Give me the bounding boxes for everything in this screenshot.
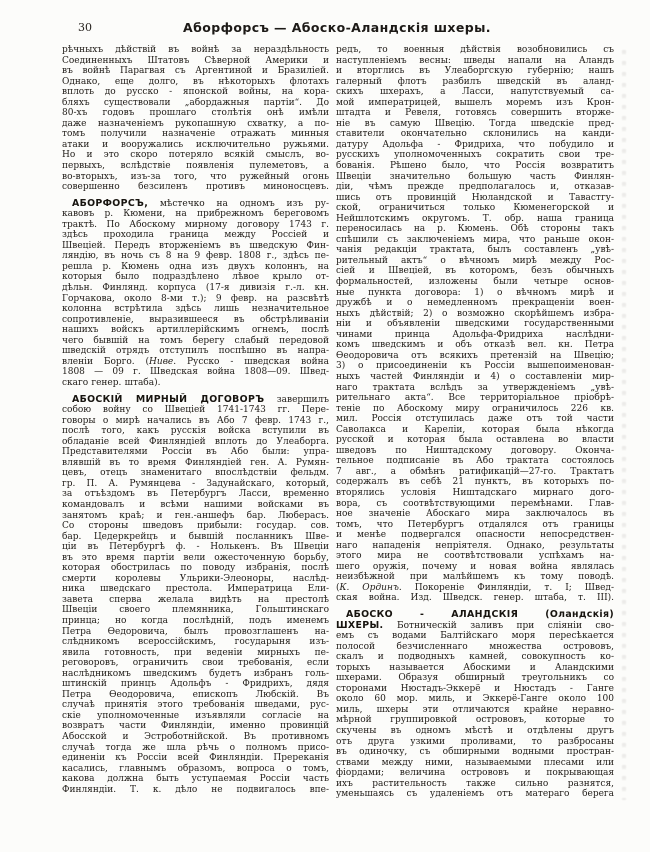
- text-line: здѣсь проходила граница между Россіей и: [62, 230, 329, 241]
- paragraph: [62, 199, 329, 389]
- text-line: комъ шведскимъ и объ отказѣ вел. кн. Петра: [336, 340, 614, 351]
- text-line: ніи и объявленіи шведскими государственными: [336, 319, 614, 330]
- text-line: дѣльн. Финлянд. корпуса (17-я дивизія г.-л. кн.: [62, 283, 329, 294]
- text-line: ныхъ дѣйствій; 2) о возможно скорѣйшемъ избра-: [336, 308, 614, 319]
- text-line: ные пункта договора: 1) о вѣчномъ мирѣ и: [336, 287, 614, 298]
- text-line: ныхъ частей Финляндіи и 4) о составленіи мир-: [336, 371, 614, 382]
- text-line: Горчакова, около 8-ми т.); 9 февр. на разсвѣтѣ: [62, 293, 329, 304]
- text-line: дружбѣ и о немедленномъ прекращеніи воен-: [336, 298, 614, 309]
- text-line: ской, ограничиться только Кюменегорской и: [336, 203, 614, 214]
- paragraph: [336, 610, 614, 800]
- text-line: томъ, что Петербургъ отдалялся отъ границы: [336, 519, 614, 530]
- text-line: тельное подписаніе въ Або трактата состоялось: [336, 456, 614, 467]
- text-line: наго нападенія непріятеля. Однако, результаты: [336, 540, 614, 551]
- text-line: вленіи Борго. (Ниве. Русско - шведская война: [62, 356, 329, 367]
- text-line: бованія. Рѣшено было, что Россія возвратитъ: [336, 161, 614, 172]
- text-line: около 60 мор. миль, и Эккерё-Ганге около 100: [336, 694, 614, 705]
- text-line: спѣшили съ заключеніемъ мира, что раньше окон-: [336, 234, 614, 245]
- text-line: мой императрицей, вышелъ моремъ изъ Крон-: [336, 97, 614, 108]
- text-columns: [62, 45, 614, 800]
- text-line: скихъ шхерахъ, а Ласси, напутствуемый са-: [336, 87, 614, 98]
- text-line: миль, шхеры эти отличаются крайне неравно-: [336, 704, 614, 715]
- text-line: въ одиночку, съ обширными водными простран-: [336, 747, 614, 758]
- text-line: неизбѣжной при малѣйшемъ къ тому поводѣ.: [336, 572, 614, 583]
- text-line: въ это время партіи вели ожесточенную борьбу,: [62, 552, 329, 563]
- text-line: скіе уполномоченные изъявляли согласіе на: [62, 710, 329, 721]
- column-left: [62, 45, 329, 800]
- text-line: Со стороны шведовъ прибыли: государ. сов.: [62, 521, 329, 532]
- text-line: Петра Ѳедоровича, былъ провозглашенъ на-: [62, 626, 329, 637]
- text-line: діи, чѣмъ прежде предполагалось и, отказав-: [336, 182, 614, 193]
- text-line: АБОРФОРСЪ, мѣстечко на одномъ изъ ру-: [72, 197, 329, 209]
- text-line: занятомъ краѣ; и ген.-аншефъ бар. Люберасъ.: [62, 510, 329, 521]
- entry-headword: АБОРФОРСЪ,: [72, 197, 149, 209]
- text-line: уменьшаясь съ удаленіемъ отъ матераго берега: [336, 789, 614, 800]
- text-line: Однако, еще долго, въ нѣкоторыхъ флотахъ: [62, 76, 329, 87]
- text-line: наступленіемъ весны: шведы напали на Аландъ: [336, 55, 614, 66]
- text-line: скучены въ одномъ мѣстѣ и отдѣлены другъ: [336, 726, 614, 736]
- text-line: рительный актъ“ о вѣчномъ мирѣ между Рос-: [336, 255, 614, 266]
- text-line: шись отъ провинцій Нюландской и Тавастгу-: [336, 192, 614, 203]
- text-line: касались, главнымъ образомъ, вопроса о томъ,: [62, 763, 329, 774]
- text-line: первыхъ, вслѣдствіе появленія пулеметовъ, а: [62, 161, 329, 172]
- citation-italic: Ниве.: [149, 356, 177, 367]
- text-line: реговоровъ, ограничить свои требованія, если: [62, 658, 329, 669]
- text-line: ШХЕРЫ. Ботническій заливъ при сліяніи сво-: [336, 619, 614, 631]
- text-line: полосой безчисленнаго множества острововъ,: [336, 641, 614, 652]
- text-line: Нейшлотскимъ округомъ. Т. обр. наша граница: [336, 213, 614, 224]
- text-line: сторонами Нюстадъ-Эккерё и Нюстадъ - Ганге: [336, 683, 614, 694]
- text-line: завета сперва желала видѣть на престолѣ: [62, 594, 329, 605]
- text-line: Швеціи своего племянника, Гольштинскаго: [62, 605, 329, 616]
- text-line: собою войну со Швеціей 1741-1743 гг. Пере-: [62, 405, 329, 416]
- text-line: шего оружія, почему и новая война являлась: [336, 561, 614, 572]
- text-line: шхерами. Образуя обширный треугольникъ со: [336, 673, 614, 684]
- text-line: 3) о присоединеніи къ Россіи вышепоименован-: [336, 361, 614, 372]
- text-line: сопротивленіе, выразившееся въ обстрѣливаніи: [62, 314, 329, 325]
- text-line: Ѳеодоровича отъ всякихъ претензій на Швецію;: [336, 350, 614, 361]
- text-line: ное значеніе Абоскаго мира заключалось въ: [336, 509, 614, 520]
- text-line: скаго генер. штаба).: [62, 377, 161, 388]
- text-line: сіей и Швеціей, въ которомъ, безъ обычныхъ: [336, 266, 614, 277]
- text-line: решла р. Кюмень одна изъ двухъ колоннъ, на: [62, 261, 329, 272]
- paragraph: [336, 45, 614, 604]
- text-line: командовалъ и всѣми нашими войсками въ: [62, 499, 329, 510]
- text-line: слѣдникомъ всероссійскимъ, государыня изъ-: [62, 637, 329, 648]
- entry-headword: АБОСКІЙ МИРНЫЙ ДОГОВОРЪ: [72, 393, 265, 405]
- scan-edge-artifact: [622, 50, 626, 800]
- column-right: [336, 45, 614, 800]
- text-line: мил. Россія отступилась даже отъ той части: [336, 414, 614, 425]
- text-line: галерный флотъ разбилъ шведскій въ аланд-: [336, 76, 614, 87]
- text-line: вора, съ соотвѣтствующими перемѣнами. Глав-: [336, 498, 614, 509]
- text-line: отъ друга узкими проливами, то разбросаны: [336, 736, 614, 747]
- text-line: ставители окончательно склонились на канди-: [336, 129, 614, 140]
- text-line: рительнаго акта“. Все территоріальное пріобрѣ-: [336, 393, 614, 404]
- text-line: послѣ того, какъ русскія войска вступили въ: [62, 426, 329, 437]
- text-line: теніе по Абоскому миру ограничилось 226 кв.: [336, 403, 614, 414]
- text-line: мѣрной группировкой острововъ, которые то: [336, 715, 614, 726]
- text-line: за отъѣздомъ въ Петербургъ Ласси, временно: [62, 489, 329, 500]
- text-line: и вторглись въ Улеаборгскую губернію; нашъ: [336, 66, 614, 77]
- entry-headword: ШХЕРЫ.: [336, 619, 384, 631]
- text-line: 1808 — 09 г. Шведская война 1808—09. Швед-: [62, 367, 329, 378]
- text-line: говоры о мирѣ начались въ Або 7 февр. 1743 г.,: [62, 415, 329, 426]
- text-line: ціи въ Петербургѣ ф. - Нолькенъ. Въ Швеціи: [62, 542, 329, 553]
- text-line: АБОСКІЙ МИРНЫЙ ДОГОВОРЪ завершилъ: [72, 393, 329, 405]
- text-line: русскихъ уполномоченныхъ сократить свои тре-: [336, 150, 614, 161]
- text-line: Швеціей. Передъ вторженіемъ въ шведскую Фин-: [62, 240, 329, 251]
- text-line: томъ получили назначеніе отражать минныя: [62, 129, 329, 140]
- text-line: Финляндіи. Т. к. дѣло не подвигалось впе-: [62, 784, 329, 795]
- text-line: бляхъ существовали „абордажныя партіи“. До: [62, 97, 329, 108]
- text-line: датуру Адольфа - Фридриха, что побудило и: [336, 139, 614, 150]
- text-line: атаки и вооружались исключительно ружьями.: [62, 139, 329, 150]
- text-line: редъ, то военныя дѣйствія возобновились съ: [336, 45, 614, 55]
- text-line: ихъ растительность также сильно разнятся,: [336, 778, 614, 789]
- paragraph: [62, 395, 329, 796]
- text-line: какова должна быть уступаемая Россіи часть: [62, 774, 329, 785]
- text-line: Соединенныхъ Штатовъ Сѣверной Америки и: [62, 55, 329, 66]
- text-line: наго трактата вслѣдъ за утвержденіемъ „увѣ-: [336, 382, 614, 393]
- text-line: 7 авг., а обмѣнъ ратификацій—27-го. Трактатъ: [336, 466, 614, 477]
- text-line: возвратъ части Финляндіи, именно провинцій: [62, 721, 329, 732]
- text-line: даже назначеніемъ рукопашную схватку, а по-: [62, 118, 329, 129]
- text-line: торыхъ называется Абоскими и Аландскими: [336, 662, 614, 673]
- text-line: принца; но когда послѣдній, подъ именемъ: [62, 615, 329, 626]
- text-line: рѣчныхъ дѣйствій въ войнѣ за нераздѣльность: [62, 45, 329, 55]
- entry-headword: АБОСКО - АЛАНДСКІЯ (Оландскія): [346, 608, 614, 620]
- text-line: 80-хъ годовъ прошлаго столѣтія онѣ имѣли: [62, 108, 329, 119]
- page-header: [0, 20, 650, 38]
- text-line: колонна встрѣтила здѣсь лишь незначительное: [62, 304, 329, 315]
- text-line: и менѣе подвергался опасности непосредствен-: [336, 530, 614, 541]
- text-line: Абосской и Эстроботнійской. Въ противномъ: [62, 732, 329, 742]
- text-line: влявшій въ то время Финляндіей ген. А. Румян-: [62, 457, 329, 468]
- text-line: ника шведскаго престола. Императрица Ели-: [62, 584, 329, 595]
- text-line: формальностей, изложены были четыре основ-: [336, 277, 614, 288]
- text-line: смерти королевы Ульрики-Элеоноры, наслѣд-: [62, 573, 329, 584]
- text-line: содержалъ въ себѣ 21 пунктъ, въ которыхъ по-: [336, 477, 614, 488]
- text-line: ская война. Изд. Шведск. генер. штаба, т. III).: [336, 593, 614, 604]
- text-line: явила готовность, при веденіи мирныхъ пе-: [62, 647, 329, 658]
- text-line: шведовъ по Ништадскому договору. Оконча-: [336, 445, 614, 456]
- text-line: во-вторыхъ, изъ-за того, что ружейный огонь: [62, 171, 329, 182]
- running-title: Аборфорсъ — Абоско-Аландскія шхеры.: [183, 20, 491, 35]
- text-line: переносилась на р. Кюмень. Обѣ стороны такъ: [336, 224, 614, 235]
- text-line: чинами принца Адольфа-Фридриха наслѣдни-: [336, 329, 614, 340]
- text-line: кавовъ р. Кюмени, на прибрежномъ береговомъ: [62, 209, 329, 220]
- text-line: трактѣ. По Абоскому мирному договору 1743 г.: [62, 219, 329, 230]
- text-line: скалъ и подводныхъ камней, совокупность ко-: [336, 652, 614, 663]
- citation-italic: К. Ординъ.: [339, 582, 402, 593]
- text-line: емъ съ водами Балтійскаго моря пересѣкается: [336, 631, 614, 642]
- text-line: фіордами; величина острововъ и покрывающая: [336, 768, 614, 779]
- text-line: случаѣ принятія этого требованія шведами, рус-: [62, 700, 329, 711]
- text-line: ляндію, въ ночь съ 8 на 9 февр. 1808 г., здѣсь пе-: [62, 251, 329, 262]
- text-line: которая обострилась по поводу избранія, послѣ: [62, 563, 329, 574]
- text-line: бар. Цедеркрейцъ и бывшій посланникъ Шве-: [62, 531, 329, 542]
- text-line: штадта и Ревеля, готовясь совершить вторже-: [336, 108, 614, 119]
- text-line: Швеціи значительно большую часть Финлян-: [336, 171, 614, 182]
- text-line: Петра Ѳеодоровича, епископъ Любскій. Въ: [62, 689, 329, 700]
- text-line: цевъ, отецъ знаменитаго впослѣдствіи фельдм.: [62, 468, 329, 479]
- text-line: случаѣ тогда же шла рѣчь о полномъ присо-: [62, 742, 329, 753]
- text-line: чанія редакціи трактата, былъ составленъ „увѣ-: [336, 245, 614, 256]
- text-line: вплоть до русско - японской войны, на кора-: [62, 87, 329, 98]
- paragraph: [62, 45, 329, 193]
- text-line: обладаніе всей Финляндіей вплоть до Улеаборга.: [62, 436, 329, 447]
- text-line: которыя было подраздѣлено лѣвое крыло от-: [62, 272, 329, 283]
- text-line: гр. П. А. Румянцева - Задунайскаго, который,: [62, 478, 329, 489]
- text-line: (К. Ординъ. Покореніе Финляндіи, т. I; Швед-: [336, 582, 614, 593]
- text-line: въ войнѣ Парагвая съ Аргентиной и Бразиліей.: [62, 66, 329, 77]
- text-line: шведскій отрядъ отступилъ поспѣшно въ напра-: [62, 346, 329, 357]
- text-line: ствами между ними, называемыми плесами или: [336, 757, 614, 768]
- text-line: штинскій принцъ Адольфъ - Фридрихъ, дядя: [62, 679, 329, 690]
- text-line: Представителями Россіи въ Або были: упра-: [62, 447, 329, 458]
- text-line: нашихъ войскъ артиллерійскимъ огнемъ, послѣ: [62, 325, 329, 336]
- text-line: Саволакса и Кареліи, которая была нѣкогда: [336, 424, 614, 435]
- text-line: русской и которая была оставлена во власти: [336, 435, 614, 446]
- page-number: 30: [78, 21, 92, 34]
- text-line: этого мира не соотвѣтствовали успѣхамъ на-: [336, 551, 614, 562]
- text-line: Но и это скоро потеряло всякій смыслъ, во-: [62, 150, 329, 161]
- text-line: чего бывшій на томъ берегу слабый передовой: [62, 335, 329, 346]
- text-line: совершенно безсиленъ противъ миноносцевъ.: [62, 182, 329, 193]
- text-line: единеніи къ Россіи всей Финляндіи. Пререканія: [62, 753, 329, 764]
- text-line: наслѣдникомъ шведскимъ будетъ избранъ голь-: [62, 668, 329, 679]
- text-line: ніе въ самую Швецію. Тогда шведскіе пред-: [336, 118, 614, 129]
- text-line: вторялись условія Ништадскаго мирнаго дого-: [336, 487, 614, 498]
